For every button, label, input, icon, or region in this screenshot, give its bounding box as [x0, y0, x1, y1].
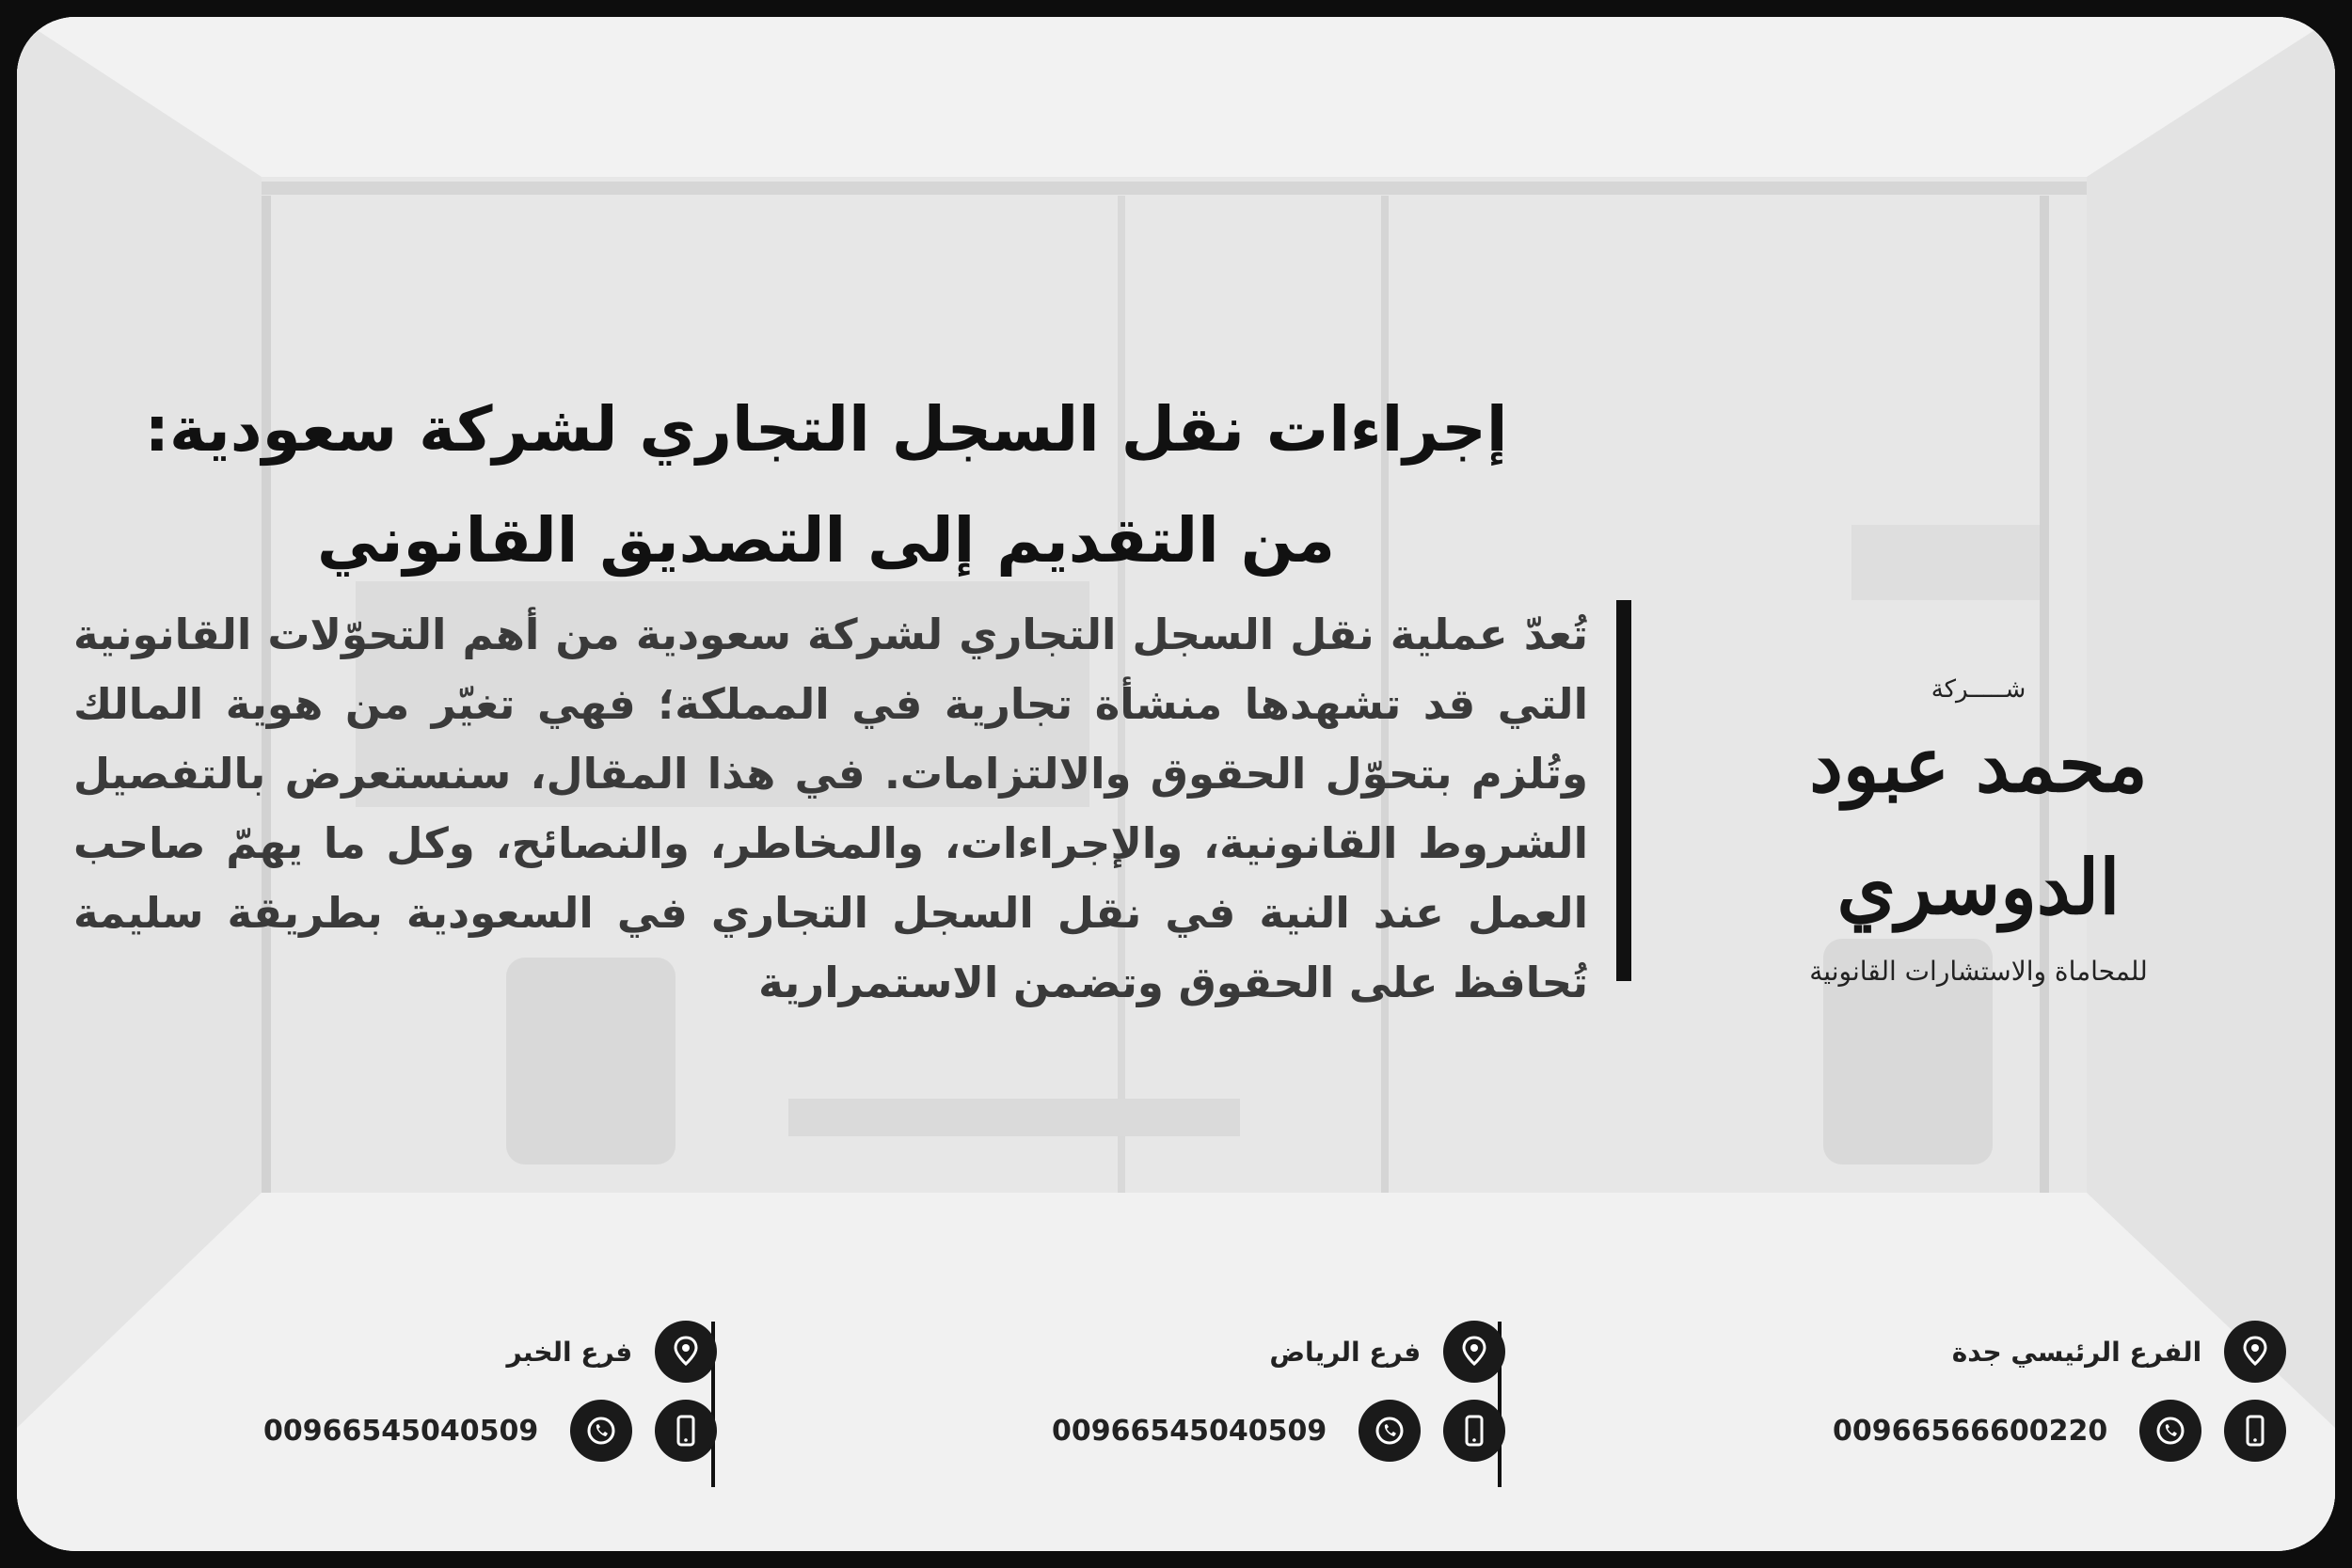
- headline-line-2: من التقديم إلى التصديق القانوني: [316, 504, 1336, 577]
- phone-number[interactable]: 00966566600220: [1833, 1414, 2108, 1448]
- whatsapp-icon[interactable]: [570, 1400, 632, 1462]
- branch-name: فرع الرياض: [1269, 1336, 1422, 1368]
- branch-khobar: [263, 1322, 717, 1480]
- branch-jeddah: [1833, 1322, 2286, 1480]
- whatsapp-icon[interactable]: [2139, 1400, 2201, 1462]
- branch-riyadh: [1052, 1322, 1505, 1480]
- mobile-phone-icon: [655, 1400, 717, 1462]
- phone-number[interactable]: 00966545040509: [263, 1414, 539, 1448]
- company-logo: [1673, 675, 2284, 987]
- location-icon: [1443, 1321, 1505, 1383]
- logo-company-word: شـــــركة: [1931, 675, 2026, 704]
- mobile-phone-icon: [2224, 1400, 2286, 1462]
- logo-subtitle: للمحاماة والاستشارات القانونية: [1809, 956, 2148, 987]
- logo-calligraphy-name: محمد عبود الدوسري: [1809, 721, 2148, 931]
- branch-name: الفرع الرئيسي جدة: [1951, 1336, 2202, 1368]
- mobile-phone-icon: [1443, 1400, 1505, 1462]
- vertical-separator: [1616, 600, 1631, 981]
- branch-name: فرع الخبر: [506, 1336, 633, 1368]
- headline-line-1: إجراءات نقل السجل التجاري لشركة سعودية:: [144, 393, 1508, 466]
- poster-card: [17, 17, 2335, 1551]
- intro-paragraph: تُعدّ عملية نقل السجل التجاري لشركة سعودية من أهم التحوّلات القانونية التي قد تشهدها منشأة تجارية في المملكة؛ فهي تغيّر من هوية المالك وتُلزم بتحوّل الحقوق والالتزامات. في هذا المقال، سنستعرض بالتفصيل الشروط القانونية، والإجراءات، والمخاطر، والنصائح، وكل ما يهمّ صاحب العمل عند النية في نقل السجل التجاري في السعودية بطريقة سليمة تُحافظ على الحقوق وتضمن الاستمرارية: [73, 610, 1588, 1007]
- location-icon: [655, 1321, 717, 1383]
- location-icon: [2224, 1321, 2286, 1383]
- whatsapp-icon[interactable]: [1359, 1400, 1421, 1462]
- headline: [92, 374, 1560, 596]
- phone-number[interactable]: 00966545040509: [1052, 1414, 1327, 1448]
